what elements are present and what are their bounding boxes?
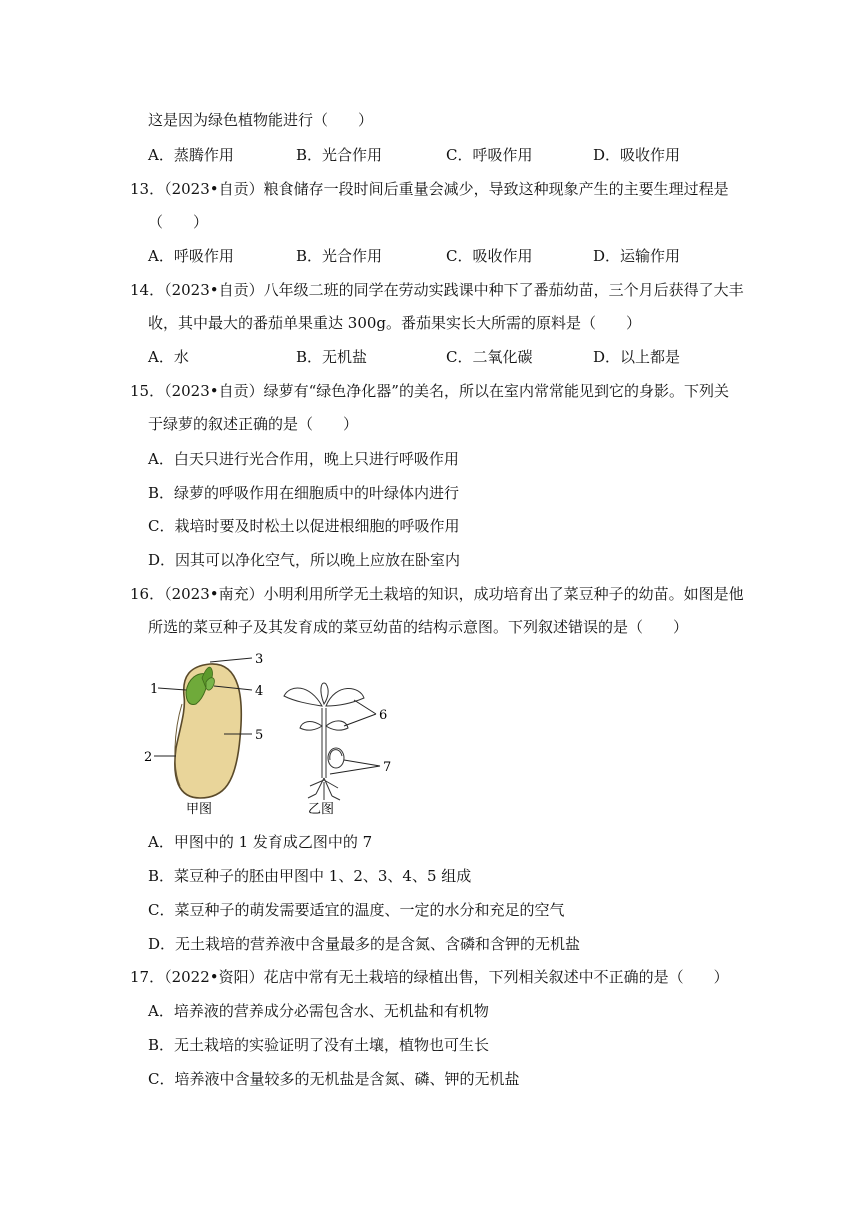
q12-option-c[interactable]: C．呼吸作用	[446, 146, 533, 164]
q17-stem: 17．（2022•资阳）花店中常有无土栽培的绿植出售，下列相关叙述中不正确的是（ ）	[130, 968, 729, 986]
q15-option-c[interactable]: C．栽培时要及时松土以促进根细胞的呼吸作用	[148, 517, 460, 535]
q14-stem-line1: 14．（2023•自贡）八年级二班的同学在劳动实践课中种下了番茄幼苗，三个月后获得了大丰	[130, 281, 744, 299]
q17-option-a[interactable]: A．培养液的营养成分必需包含水、无机盐和有机物	[148, 1002, 489, 1020]
q15-stem-line2: 于绿萝的叙述正确的是（ ）	[148, 415, 359, 433]
q12-option-d[interactable]: D．吸收作用	[593, 146, 681, 164]
q15-option-b[interactable]: B．绿萝的呼吸作用在细胞质中的叶绿体内进行	[148, 484, 460, 502]
q13-option-a[interactable]: A．呼吸作用	[148, 247, 234, 265]
q15-stem-line1: 15．（2023•自贡）绿萝有“绿色净化器”的美名，所以在室内常常能见到它的身影。下列关	[130, 382, 729, 400]
q13-option-c[interactable]: C．吸收作用	[446, 247, 533, 265]
seed-label-5: 5	[255, 728, 264, 743]
q16-option-b[interactable]: B．菜豆种子的胚由甲图中 1、2、3、4、5 组成	[148, 867, 472, 885]
q14-option-c[interactable]: C．二氧化碳	[446, 348, 533, 366]
q13-stem-line2: （ ）	[148, 213, 209, 231]
seedling-label-6: 6	[379, 708, 388, 723]
q15-option-a[interactable]: A．白天只进行光合作用，晚上只进行呼吸作用	[148, 450, 459, 468]
q13-stem-line1: 13．（2023•自贡）粮食储存一段时间后重量会减少，导致这种现象产生的主要生理过程是	[130, 180, 729, 198]
seedling-caption: 乙图	[308, 802, 335, 817]
q16-option-c[interactable]: C．菜豆种子的萌发需要适宜的温度、一定的水分和充足的空气	[148, 901, 565, 919]
seed-label-1: 1	[150, 682, 159, 697]
q17-option-c[interactable]: C．培养液中含量较多的无机盐是含氮、磷、钾的无机盐	[148, 1070, 520, 1088]
bean-seedling-illustration	[284, 683, 364, 800]
q13-option-d[interactable]: D．运输作用	[593, 247, 681, 265]
bean-seed-illustration	[175, 664, 241, 798]
q17-option-b[interactable]: B．无土栽培的实验证明了没有土壤，植物也可生长	[148, 1036, 490, 1054]
q16-option-a[interactable]: A．甲图中的 1 发育成乙图中的 7	[148, 833, 373, 851]
seedling-label-7: 7	[383, 760, 392, 775]
q16-figure	[140, 648, 410, 823]
seed-label-2: 2	[144, 750, 153, 765]
seed-caption: 甲图	[186, 802, 213, 817]
q16-option-d[interactable]: D．无土栽培的营养液中含量最多的是含氮、含磷和含钾的无机盐	[148, 935, 581, 953]
q13-option-b[interactable]: B．光合作用	[296, 247, 383, 265]
seed-label-4: 4	[255, 684, 264, 699]
q16-stem-line1: 16．（2023•南充）小明利用所学无土栽培的知识，成功培育出了菜豆种子的幼苗。如图是他	[130, 585, 744, 603]
q15-option-d[interactable]: D．因其可以净化空气，所以晚上应放在卧室内	[148, 551, 461, 569]
q12-option-b[interactable]: B．光合作用	[296, 146, 383, 164]
q16-stem-line2: 所选的菜豆种子及其发育成的菜豆幼苗的结构示意图。下列叙述错误的是（ ）	[148, 618, 689, 636]
seed-label-3: 3	[255, 652, 264, 667]
q12-option-a[interactable]: A．蒸腾作用	[148, 146, 234, 164]
q14-option-d[interactable]: D．以上都是	[593, 348, 681, 366]
q14-option-b[interactable]: B．无机盐	[296, 348, 368, 366]
q14-stem-line2: 收，其中最大的番茄单果重达 300g。番茄果实长大所需的原料是（ ）	[148, 314, 642, 332]
q12-stem: 这是因为绿色植物能进行（ ）	[148, 111, 374, 129]
q14-option-a[interactable]: A．水	[148, 348, 189, 366]
